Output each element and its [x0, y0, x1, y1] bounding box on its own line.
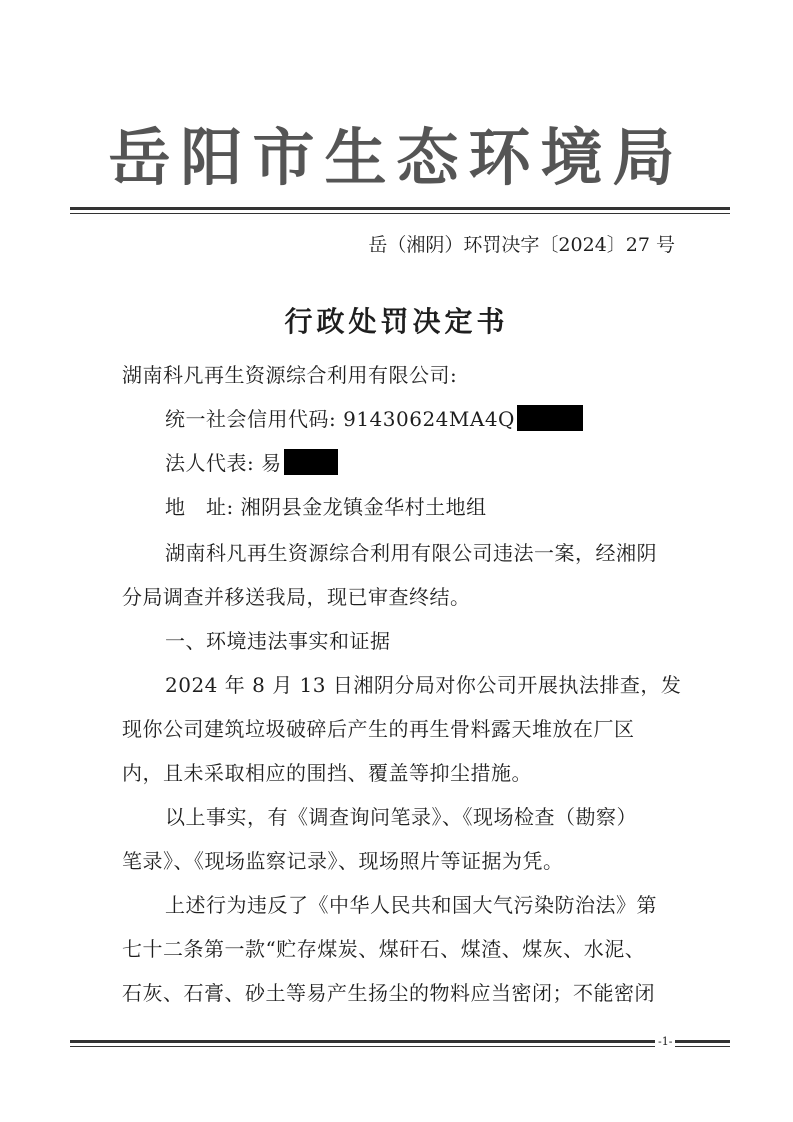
credit-code-label: 统一社会信用代码:: [165, 407, 344, 431]
body-line: 七十二条第一款“贮存煤炭、煤矸石、煤渣、煤灰、水泥、: [122, 937, 646, 961]
document-title: 行政处罚决定书: [284, 305, 509, 338]
credit-code-redaction: [517, 405, 583, 431]
body-line: 内，且未采取相应的围挡、覆盖等抑尘措施。: [122, 761, 532, 785]
legal-rep-value: 易: [261, 451, 282, 475]
body-line: 以上事实，有《调查询问笔录》、《现场检查（勘察）: [165, 805, 637, 829]
agency-title: 岳阳市生态环境局: [108, 121, 685, 194]
body-line: 2024 年 8 月 13 日湘阴分局对你公司开展执法排查，发: [165, 673, 682, 697]
legal-rep-label: 法人代表:: [165, 451, 262, 475]
footer-rule-thick: [70, 1040, 730, 1043]
body-line: 湖南科凡再生资源综合利用有限公司违法一案，经湘阴: [165, 541, 657, 565]
footer-rule-thin: [70, 1046, 730, 1047]
body-line: 笔录》、《现场监察记录》、现场照片等证据为凭。: [122, 849, 564, 873]
body-line: 分局调查并移送我局，现已审查终结。: [122, 585, 471, 609]
credit-code-row: [165, 404, 583, 434]
party-name: 湖南科凡再生资源综合利用有限公司:: [122, 363, 458, 387]
legal-rep-redaction: [284, 449, 338, 475]
header-rule-thick: [70, 207, 730, 210]
address-label: 地 址:: [165, 495, 241, 519]
body-line: 现你公司建筑垃圾破碎后产生的再生骨料露天堆放在厂区: [122, 717, 635, 741]
body-line: 上述行为违反了《中华人民共和国大气污染防治法》第: [165, 893, 657, 917]
credit-code-value: 91430624MA4Q: [343, 407, 515, 431]
page-number: -1-: [655, 1034, 675, 1050]
section-heading: 一、环境违法事实和证据: [165, 629, 391, 653]
legal-rep-row: [165, 448, 338, 478]
body-line: 石灰、石膏、砂土等易产生扬尘的物料应当密闭；不能密闭: [122, 981, 655, 1005]
header-rule-thin: [70, 213, 730, 214]
address-row: [165, 492, 487, 522]
document-number: 岳（湘阴）环罚决字〔2024〕27 号: [368, 234, 675, 256]
address-value: 湘阴县金龙镇金华村土地组: [240, 495, 487, 519]
